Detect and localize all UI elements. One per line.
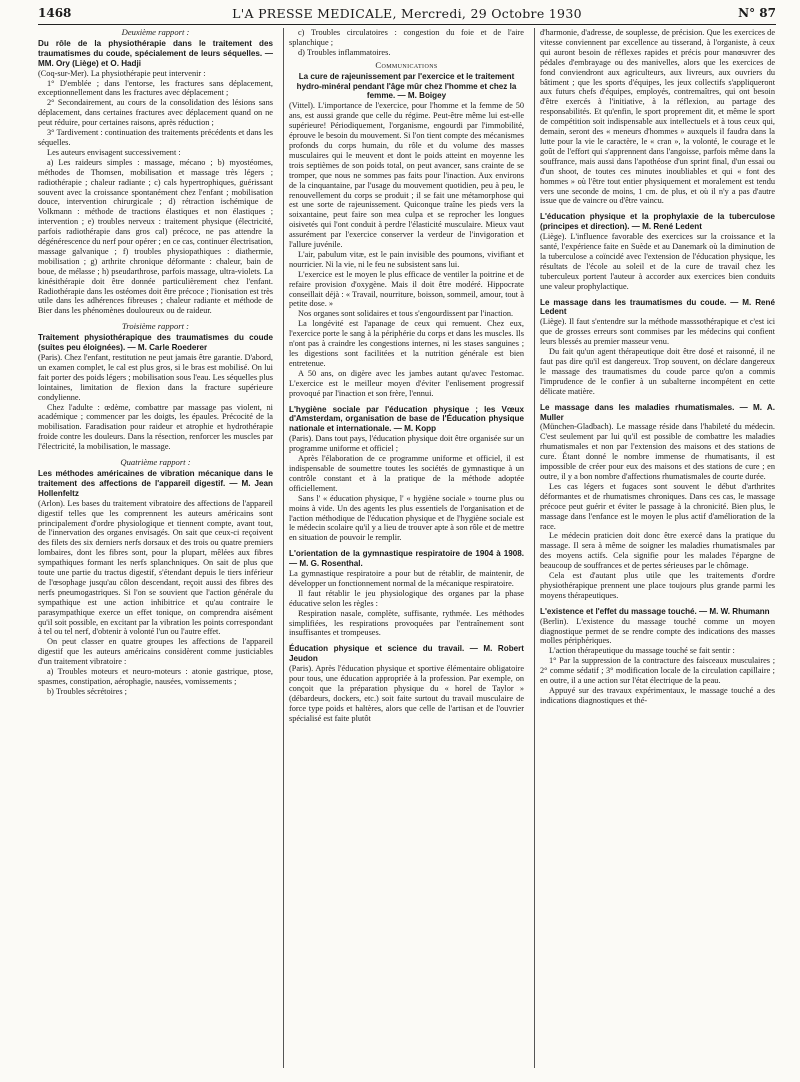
paragraph: La longévité est l'apanage de ceux qui remuent. Chez eux, l'exercice porte le sang à la périphérie du corps et dans les muscles. Ils n'ont pas à craindre les congestions internes, ni les stases sanguines ; les digestions sont facilitées et la nutrition générale est bien entretenue. — [289, 319, 524, 368]
paragraph: 3° Tardivement : continuation des traitements précédents et dans les séquelles. — [38, 128, 273, 147]
paragraph: Le médecin praticien doit donc être exercé dans la pratique du massage. Il sera à même de soigner les maladies rhumatismales par des moyens actifs. Cela signifie pour les malades l'épargne de beaucoup de souffrances et de pertes sérieuses par le chômage. — [540, 531, 775, 571]
paragraph: (Paris). Après l'éducation physique et sportive élémentaire obligatoire pour tous, une éducation appropriée à la profession. Par exemple, on conçoit que la préparation physique du « horel de Taylor » (débardeurs, dockers, etc.) soit faite surtout du travail musculaire de force type poids et haltères, alors que celle de l'artisan et de l'ouvrier spécialisé est faite plutôt — [289, 664, 524, 723]
paragraph: Appuyé sur des travaux expérimentaux, le massage touché a des indications diagnostiques et thé- — [540, 686, 775, 705]
paragraph: Les auteurs envisagent successivement : — [47, 147, 181, 157]
paragraph: (Berlin). L'existence du massage touché comme un moyen diagnostique permet de se rendre compte des indications des masses molles périphériques. — [540, 616, 775, 646]
article-body — [540, 232, 775, 291]
paragraph: c) Troubles circulatoires : congestion du foie et de l'aire splanchique ; — [289, 28, 524, 47]
article-title: Le massage dans les traumatismes du coude. — M. René Ledent — [540, 297, 775, 317]
article-body — [540, 422, 775, 600]
paragraph: Nos organes sont solidaires et tous s'engourdissent par l'inaction. — [298, 309, 514, 319]
paragraph: 2° Secondairement, au cours de la consolidation des lésions sans déplacement, dans certaines fractures avec déplacement quand on ne peut réduire, pour certaines raisons, après réduction ; — [38, 98, 273, 128]
column-middle — [289, 28, 524, 1068]
paragraph: (Paris). Chez l'enfant, restitution ne peut jamais être garantie. D'abord, un examen complet, le cal est plus gros, si le bras est mobilisé. On lui fait porter des poids légers ; mobilisation sous l'eau. Les séquelles plus lointaines, limitation de flexion dans la fracture supérieure condylienne. — [38, 353, 273, 402]
article-title: L'hygiène sociale par l'éducation physique ; les Vœux d'Amsterdam, organisation de base de l'Éducation physique nationale et internationale. — M. Kopp — [289, 404, 524, 434]
paragraph: A 50 ans, on digère avec les jambes autant qu'avec l'estomac. L'exercice est le meilleur moyen d'éviter l'enlisement progressif provoqué par l'inaction et son frère, l'ennui. — [289, 368, 524, 398]
section-heading: Troisième rapport : — [121, 321, 189, 332]
paragraph: Il faut rétablir le jeu physiologique des organes par la phase éducative selon les règles : — [289, 588, 524, 608]
section-heading: Deuxième rapport : — [121, 28, 190, 37]
paragraph: (Vittel). L'importance de l'exercice, pour l'homme et la femme de 50 ans, est aussi grande que celle du régime. Peut-être même lui est-elle supérieure! Périodiquement, l'organisme, engourdi par l'immobilité, éprouve le besoin du mouvement. Si l'on tient compte des mécanismes profonds du corps humain, du rôle et du volume des masses musculaires qui le meuvent et dont le poids atteint en moyenne les trois septièmes de son poids total, on peut avancer, sans crainte de se tromper, que nous ne sommes pas faits pour l'inaction. Aux environs de la cinquantaine, par l'usage du mouvement quotidien, peu à peu, le renouvellement du corps se produit ; il se fait une métamorphose qui est une sorte de rajeunissement. Quiconque traîne les pieds vers la soixantaine, peut faire son mea culpa et se reprocher les longues oisivetés qui l'ont conduit à perdre l'élasticité musculaire. Mieux vaut assurément par l'exercice conserver la verdeur de l'invigoration et l'allure juvénile. — [289, 101, 524, 250]
paragraph: L'air, pabulum vitæ, est le pain invisible des poumons, vivifiant et nourricier. Ni la vie, ni le feu ne subsistent sans lui. — [289, 249, 524, 269]
article-title: Traitement physiothérapique des traumatismes du coude (suites peu éloignées). — M. Carle Roederer — [38, 333, 273, 353]
paragraph: a) Troubles moteurs et neuro-moteurs : atonie gastrique, ptose, spasmes, constipation, aérophagie, nausées, vomissements ; — [38, 667, 273, 686]
paragraph: (München-Gladbach). Le massage réside dans l'habileté du médecin. C'est seulement par lui qu'il est possible de combattre les maladies rhumatismales et non par l'extension des maisons et des stations de cure. Étant donné le nombre immense de rhumatisants, il est impossible de créer pour eux des maisons et des stations de cure ; en outre, il y a bon nombre d'affections rhumatismales de courte durée. — [540, 422, 775, 481]
paragraph: (Coq-sur-Mer). La physiothérapie peut intervenir : — [38, 68, 206, 78]
paragraph: On peut classer en quatre groupes les affections de l'appareil digestif que les auteurs américains considèrent comme justiciables d'un traitement vibratoire : — [38, 637, 273, 667]
page-number: 1468 — [38, 6, 72, 20]
article-body — [540, 617, 775, 706]
article-body — [38, 353, 273, 452]
column-right — [540, 28, 775, 1068]
paragraph: (Arlon). Les bases du traitement vibratoire des affections de l'appareil digestif telles que les comprennent les auteurs américains sont principalement d'ordre physiologique et tiennent compte, avant tout, de l'innervation des organes envisagés. On sait que ceux-ci reçoivent des filets des six derniers nerfs dorsaux et des trois ou quatre premiers lombaires, dont les fibres sont, pour la plupart, mêlées aux fibres sympathiques formant les nerfs splanchniques. On sait de plus que toute une partie du tractus digestif, s'étendant depuis le tiers inférieur de l'œsophage jusqu'au côlon descendant, reçoit aussi des fibres des nerfs pneumogastriques. Si l'on se souvient que l'action générale du sympathique est une action inhibitrice et qu'au contraire le parasympathique exerce un effet tonique, on comprendra aisément qu'il soit possible, en excitant par la vibration les points correspondant à tel ou tel nerf, d'obtenir à volonté l'un ou l'autre effet. — [38, 498, 273, 637]
paragraph: Les cas légers et fugaces sont souvent le début d'arthrites déformantes et de rhumatismes chroniques. Dans ces cas, le massage précoce peut guérir et éviter le passage à la chronicité. Bien plus, le massage dans l'enfance est le moyen le plus actif d'amélioration de la race. — [540, 481, 775, 531]
article-body — [38, 499, 273, 697]
paragraph: 1° Par la suppression de la contracture des faisceaux musculaires ; 2° comme sédatif ; 3° modification locale de la circulation capillaire ; en outre, il a une action sur l'état électrique de la peau. — [540, 656, 775, 686]
section-heading: Quatrième rapport : — [120, 457, 191, 468]
paragraph: (Paris). Dans tout pays, l'éducation physique doit être organisée sur un programme uniforme et officiel ; — [289, 434, 524, 454]
article-body — [289, 434, 524, 543]
paragraph: Cela est d'autant plus utile que les traitements d'ordre physiothérapique prennent une place toujours plus grande parmi les moyens thérapeutiques. — [540, 571, 775, 600]
article-body — [540, 28, 775, 206]
article-body — [289, 664, 524, 723]
article-body — [38, 69, 273, 317]
list-continuation — [289, 28, 524, 58]
article-title: L'orientation de la gymnastique respiratoire de 1904 à 1908. — M. G. Rosenthal. — [289, 549, 524, 569]
article-title: L'éducation physique et la prophylaxie de la tuberculose (principes et direction). — M. René Ledent — [540, 212, 775, 232]
article-title: Éducation physique et science du travail. — M. Robert Jeudon — [289, 644, 524, 664]
journal-title: L'A PRESSE MEDICALE, Mercredi, 29 Octobre 1930 — [232, 6, 582, 21]
page-header — [38, 4, 776, 25]
paragraph: a) Les raideurs simples : massage, mécano ; b) myostéomes, méthodes de Thomsen, mobilisation et massage très légers ; radiothérapie ; chaleur radiante ; c) cals hypertrophiques, guérissant souvent avec la croissance spontanément chez l'enfant ; mobilisation douce, intervention chirurgicale ; d) rétraction ischémique de Volkmann : méthode de tractions élastiques et non élastiques ; intervention ; e) troubles nerveux : traitement physique (électricité, parfois radiothérapie dans gros cal) précoce, ne pas attendre la dégénérescence du nerf pour opérer ; en ce cas, continuer électrisation, massage galvanique ; f) troubles physiopathiques : diathermie, mobilisation ; g) arthrite chronique déformante : chaleur, bain de boue, de mélasse ; h) pseudarthrose, parfois massage, ultra-violets. La kinésithérapie doit être donnée particulièrement chez l'enfant. Radiothérapie dans les ostéomes doit être précoce ; l'ionisation est très utile dans les adhérences fibreuses ; chaleur radiante et méthode de Bier dans les phénomènes douloureux ou de raideur. — [38, 157, 273, 316]
article-title: L'existence et l'effet du massage touché. — M. W. Rhumann — [540, 606, 770, 616]
article-title: Le massage dans les maladies rhumatismales. — M. A. Muller — [540, 402, 775, 422]
column-rule — [283, 28, 284, 1068]
paragraph: Sans l' « éducation physique, l' « hygiène sociale » tourne plus ou moins à vide. Un des agents les plus essentiels de l'organisation et de l'action méthodique de l'éducation physique et de l'hygiène sociale est le médecin scolaire qu'il y a lieu de trouver apte à son rôle et de mettre en situation de pouvoir le remplir. — [289, 493, 524, 543]
paragraph: Du fait qu'un agent thérapeutique doit être dosé et raisonné, il ne faut pas dire qu'il est dangereux. Trop souvent, on déclare dangereux le massage des traumatismes du coude parce qu'on a commis l'imprudence de le confier à un subalterne incompétent en cette délicate matière. — [540, 347, 775, 396]
article-title: Du rôle de la physiothérapie dans le traitement des traumatismes du coude, spécialement de leurs séquelles. — MM. Ory (Liège) et O. Hadji — [38, 38, 273, 68]
column-rule — [534, 28, 535, 1068]
section-heading: Communications — [375, 59, 438, 70]
paragraph: Respiration nasale, complète, suffisante, rythmée. Les méthodes simplifiées, les respirations provoquées par l'entraînement sont insuffisantes et trompeuses. — [289, 608, 524, 638]
article-body — [289, 569, 524, 638]
paragraph: L'action thérapeutique du massage touché se fait sentir : — [549, 646, 735, 656]
paragraph: 1° D'emblée ; dans l'entorse, les fractures sans déplacement, exceptionnellement dans les fractures avec déplacement ; — [38, 78, 273, 98]
paragraph: Chez l'adulte : œdème, combattre par massage pas violent, ni académique ; commencer par les doigts, les épaules. Précocité de la mobilisation. Faradisation pour raideur et atrophie et hydrothérapie froide contre les douleurs. Dans la résection, renforcer les muscles par l'électricité, la mobilisation, le massage. — [38, 402, 273, 452]
paragraph: b) Troubles sécrétoires ; — [47, 686, 127, 696]
article-title: Les méthodes américaines de vibration mécanique dans le traitement des affections de l'appareil digestif. — M. Jean Hollenfeltz — [38, 468, 273, 498]
paragraph: (Liège). Il faut s'entendre sur la méthode masssothérapique et c'est ici que de grosses erreurs sont commises par les médecins qui confient leurs blessés au premier masseur venu. — [540, 317, 775, 347]
paragraph: (Liège). L'influence favorable des exercices sur la croissance et la santé, l'expérience faite en Suède et au Danemark où la diminution de la tuberculose a coïncidé avec l'extension de l'éducation physique, les résultats de l'école au soleil et de la cure de travail chez les tuberculeux portent l'auteur à accorder aux exercices bien conduits une valeur prophylactique. — [540, 232, 775, 291]
article-title: La cure de rajeunissement par l'exercice et le traitement hydro-minéral pendant l'âge mûr chez l'homme et chez la femme. — M. Boigey — [296, 71, 517, 101]
paragraph: d'harmonie, d'adresse, de souplesse, de précision. Que les exercices de vitesse conviennent par excellence au tisserand, à l'organiste, à ceux qui auront besoin de réflexes rapides et précis pour manœuvrer des pédales d'embrayage ou des manivelles, alors que les exercices de fond conviendront aux agriculteurs, aux livreurs, aux ouvriers du bâtiment ; que les sports d'équipes, les jeux collectifs s'appliqueront aux futurs chefs d'équipes, employés, contremaîtres, qui ont besoin d'être exercés à l'initiative, à la réflexion, au partage des responsabilités. Et qu'enfin, le sport proprement dit, et même le sport de compétition soit indispensable aux intellectuels et à tous ceux qui, demain, seront des « meneurs d'hommes » auxquels il faudra dans la lutte pour la vie le caractère, le « cran », la volonté, le courage et le goût de l'effort qui s'apprennent dans l'angoisse, parfois même dans la souffrance, mais aussi dans l'apothéose d'un sprint final, d'un essai ou d'un shoot, de toutes ces minutes inoubliables et qui « font des hommes » où l'être tout entier physiquement et moralement est tendu vers une seconde de moins, 1 cm. de plus, et où il n'y a pas d'autre issue que de vaincre ou d'être vaincu. — [540, 28, 775, 206]
article-body — [540, 317, 775, 396]
article-body — [289, 101, 524, 398]
column-left — [38, 28, 273, 1068]
paragraph: La gymnastique respiratoire a pour but de rétablir, de maintenir, de développer un fonctionnement normal de la mécanique respiratoire. — [289, 569, 524, 588]
paragraph: L'exercice est le moyen le plus efficace de ventiler la poitrine et de refaire provision d'oxygène. Mais il doit être modéré. Hippocrate conseillait déjà : « Travail, nourriture, boisson, sommeil, amour, tout à petite dose. » — [289, 269, 524, 309]
paragraph: d) Troubles inflammatoires. — [298, 47, 391, 57]
paragraph: Après l'élaboration de ce programme uniforme et officiel, il est indispensable de soumettre toutes les sociétés de gymnastique à un contrôle constant et à la pratique de la méthode adoptée officiellement. — [289, 454, 524, 493]
issue-number: N° 87 — [738, 6, 776, 20]
